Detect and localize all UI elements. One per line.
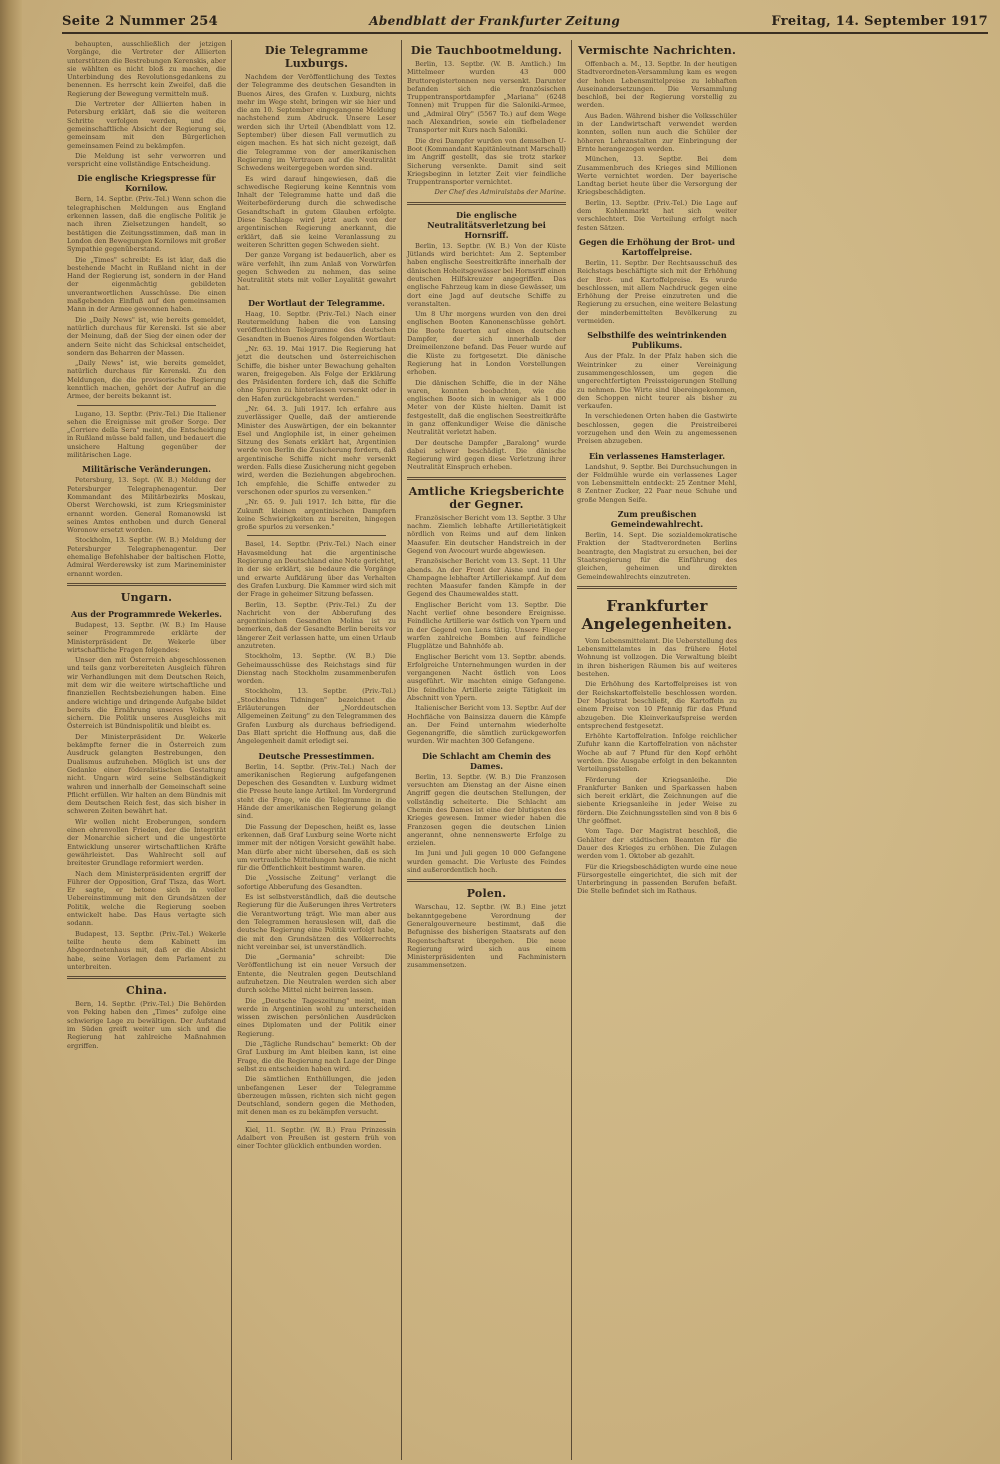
column-1 [62,40,232,1460]
divider [407,477,566,480]
column-2 [232,40,402,1460]
heading-china: China. [125,984,168,998]
heading-hoarding: Ein verlassenes Hamsterlager. [588,450,726,461]
column-1-text-top: behaupten, ausschließlich der jetzigen Vorgänge, die Vertreter der Alliierten unterstützen die Bestrebungen Kerenskis, aber sie wählten es nicht bloß zu machen, die Unterbindung des Revolutionsgedankens zu benennen. Es herrscht kein Zweifel, daß die Regierung der Bewegung vermitteln muß. Die Vertreter der Alliierten haben in Petersburg erklärt, daß sie die weiteren Schritte verfolgen werden, und die gemeinschaftliche Absicht der Regierung sei, gemeinsam mit den Bürgerlichen gemeinsamen Feind zu bekämpfen. Die Meldung ist sehr verworren und verspricht eine vollständige Entscheidung. [67,40,226,169]
heading-miscellaneous: Vermischte Nachrichten. [578,44,736,57]
heading-submarine-report: Die Tauchbootmeldung. [410,44,563,57]
heading-poland: Polen. [466,887,507,901]
column-4-text-frankfurt: Vom Lebensmittelamt. Die Ueberstellung des Lebensmittelamtes in das frühere Hotel Wohnung ist vollzogen. Die Verwaltung bleibt in ihren bisherigen Räumen bis auf weiteres bestehen. Die Erhöhung des Kartoffelpreises ist von der Reichskartoffelstelle beschlossen worden. Der Magistrat beschließt, die Kartoffeln zu einem Preise von 10 Pfennig für das Pfund abzugeben. Die Kleinverkaufspreise werden entsprechend festgesetzt. Erhöhte Kartoffelration. Infolge reichlicher Zufuhr kann die Kartoffelration von nächster Woche ab auf 7 Pfund für den Kopf erhöht werden. Die Ausgabe erfolgt in den bekannten Verteilungsstellen. Förderung der Kriegsanleihe. Die Frankfurter Banken und Sparkassen haben sich bereit erklärt, die Zeichnungen auf die siebente Kriegsanleihe in jeder Weise zu fördern. Die Zeichnungsstellen sind von 8 bis 6 Uhr geöffnet. Vom Tage. Der Magistrat beschloß, die Gehälter der städtischen Beamten für die Dauer des Krieges zu erhöhen. Die Zulagen werden vom 1. Oktober ab gezahlt. Für die Kriegsbeschädigten wurde eine neue Fürsorgestelle eingerichtet, die sich mit der Unterbringung in passenden Berufen befaßt. Die Stelle befindet sich im Rathaus. [577,636,737,896]
issue-date: Freitag, 14. September 1917 [771,14,988,29]
masthead [62,14,988,34]
column-4-text-hoarding: Landshut, 9. Septbr. Bei Durchsuchungen in der Feldmühle wurde ein verlassenes Lager von Lebensmitteln entdeckt: 25 Zentner Mehl, 8 Zentner Zucker, 22 Paar neue Schuhe und große Mengen Seife. [577,462,737,504]
column-2-text-press: Berlin, 14. Septbr. (Priv.-Tel.) Nach der amerikanischen Regierung aufgefangenen Depeschen des Gesandten v. Luxburg widmet die Presse heute lange Artikel. Im Vordergrund steht die Frage, wie die Telegramme in die Hände der amerikanischen Regierung gelangt sind. Die Fassung der Depeschen, heißt es, lasse erkennen, daß Graf Luxburg seine Worte nicht immer mit der nötigen Vorsicht gewählt habe. Man dürfe aber nicht übersehen, daß es sich um vertrauliche Mitteilungen handle, die nicht für die Öffentlichkeit bestimmt waren. Die „Vossische Zeitung" verlangt die sofortige Abberufung des Gesandten. Es ist selbstverständlich, daß die deutsche Regierung für die Äußerungen ihres Vertreters die Verantwortung trägt. Wie man aber aus den Telegrammen herauslesen will, daß die deutsche Regierung eine Politik verfolgt habe, die mit den Grundsätzen des Völkerrechts nicht vereinbar sei, ist unverständlich. Die „Germania" schreibt: Die Veröffentlichung ist ein neuer Versuch der Entente, die Neutralen gegen Deutschland aufzuhetzen. Die Neutralen werden sich aber durch solche Mittel nicht beirren lassen. Die „Deutsche Tageszeitung" meint, man werde in Argentinien wohl zu unterscheiden wissen zwischen persönlichen Ausdrücken eines Diplomaten und der Politik einer Regierung. Die „Tägliche Rundschau" bemerkt: Ob der Graf Luxburg im Amt bleiben kann, ist eine Frage, die die Regierung nach Lage der Dinge selbst zu entscheiden haben wird. Die sämtlichen Enthüllungen, die jeden unbefangenen Leser der Telegramme überzeugen müssen, richten sich nicht gegen Deutschland, sondern gegen die Methoden, mit denen man es zu bekämpfen versucht. [237,762,396,1117]
heading-english-press: Die englische Kriegspresse für Kornilow. [77,173,216,194]
column-2-text-basel: Basel, 14. Septbr. (Priv.-Tel.) Nach einer Havasmeldung hat die argentinische Regierung an Deutschland eine Note gerichtet, in der sie erklärt, sie bedaure die Vorgänge und erwarte Aufklärung über das Verhalten des Grafen Luxburg. Die Kammer wird sich mit der Frage in geheimer Sitzung befassen. Berlin, 13. Septbr. (Priv.-Tel.) Zu der Nachricht von der Abberufung des argentinischen Gesandten Molina ist zu bemerken, daß der Gesandte Berlin bereits vor längerer Zeit verlassen hatte, um einen Urlaub anzutreten. Stockholm, 13. Septbr. (W. B.) Die Geheimausschüsse des Reichstags sind für Dienstag nach Stockholm zusammenberufen worden. Stockholm, 13. Septbr. (Priv.-Tel.) „Stockholms Tidningen" bezeichnet die Erläuterungen der „Norddeutschen Allgemeinen Zeitung" zu den Telegrammen des Grafen Luxburg als durchaus befriedigend. Das Blatt spricht die Hoffnung aus, daß die Angelegenheit damit erledigt sei. [237,540,396,746]
heading-hungary: Ungarn. [120,590,173,604]
newspaper-page [22,0,1000,1464]
column-3 [402,40,572,1460]
heading-military-changes: Militärische Veränderungen. [82,464,211,475]
column-2-text-luxburg: Nachdem der Veröffentlichung des Textes der Telegramme des deutschen Gesandten in Buenos Aires, des Grafen v. Luxburg, nichts mehr im Wege steht, bringen wir sie hier und die am 10. September eingegangene Meldung nachstehend zum Abdruck. Unsere Leser werden sich ihr Urteil (Abendblatt vom 12. September) über diesen Fall vermutlich zu eigen machen. Es hat sich nicht gezeigt, daß die Telegramme von der amerikanischen Regierung im Vertrauen auf die Neutralität Schwedens weitergegeben worden sind. Es wird darauf hingewiesen, daß die schwedische Regierung keine Kenntnis vom Inhalt der Telegramme hatte und daß die Weiterbeförderung durch die schwedische Gesandtschaft in gutem Glauben erfolgte. Diese Sachlage wird jetzt auch von der argentinischen Regierung anerkannt, die erklärt, daß sie keine Veranlassung zu weiteren Schritten gegen Schweden sieht. Der ganze Vorgang ist bedauerlich, aber es wäre verfehlt, ihn zum Anlaß von Vorwürfen gegen Schweden zu nehmen, das seine Neutralität stets mit voller Loyalität gewahrt hat. [237,73,396,293]
divider [247,1121,386,1122]
divider [67,976,226,979]
book-binding-edge [0,0,22,1464]
heading-chemin-des-dames: Die Schlacht am Chemin des Dames. [422,750,551,771]
page-number: Seite 2 Nummer 254 [62,14,218,29]
divider [407,202,566,205]
heading-bread-prices: Gegen die Erhöhung der Brot- und Kartoffelpreise. [578,236,736,257]
heading-frankfurt-affairs: Frankfurter Angelegenheiten. [581,596,733,633]
article-columns [62,40,988,1460]
divider [407,879,566,882]
column-3-text-poland: Warschau, 12. Septbr. (W. B.) Eine jetzt bekanntgegebene Verordnung der Generalgouverneure bestimmt, daß die Befugnisse des bisherigen Staatsrats auf den Regentschaftsrat übergehen. Die neue Regierung wird sich aus einem Ministerpräsidenten und Fachministern zusammensetzen. [407,903,566,970]
column-1-text-hungary: Budapest, 13. Septbr. (W. B.) Im Hause seiner Programmrede erklärte der Ministerpräsident Dr. Wekerle über wirtschaftliche Fragen folgendes: Unser den mit Österreich abgeschlossenen und teils ganz vorbereiteten Ausgleich führen wir Verhandlungen mit dem Deutschen Reich, mit dem wir die weitere wirtschaftliche und finanziellen Rechtsbeziehungen haben. Eine andere wichtige und dringende Aufgabe bildet bereits die Ernährung unseres Volkes zu sichern. Die Politik unseres Ausgleichs mit Österreich ist Bündnispolitik und bleibt es. Der Ministerpräsident Dr. Wekerle bekämpfte ferner die in Österreich zum Ausdruck gelangten Bestrebungen, den Dualismus aufzuheben. Möglich ist uns der Gedanke einer föderalistischen Gestaltung nicht. Ungarn wird seine Selbständigkeit wahren und innerhalb der Gemeinschaft seine Pflicht erfüllen. Wir halten an dem Bündnis mit dem Deutschen Reich fest, das sich bisher in schweren Zeiten bewährt hat. Wir wollen nicht Eroberungen, sondern einen ehrenvollen Frieden, der die Integrität der Monarchie sichert und die ungestörte Entwicklung unserer wirtschaftlichen Kräfte gewährleistet. Das Wahlrecht soll auf breitester Grundlage reformiert werden. Nach dem Ministerpräsidenten ergriff der Führer der Opposition, Graf Tisza, das Wort. Er sagte, er betone sich in voller Uebereinstimmung mit den Grundsätzen der Politik, welche die Regierung soeben entwickelt habe. Das Haus vertagte sich sodann. Budapest, 13. Septbr. (Priv.-Tel.) Wekerle teilte heute dem Kabinett im Abgeordnetenhaus mit, daß er die Absicht habe, seine Vorlagen dem Parlament zu unterbreiten. [67,620,226,971]
column-3-text-submarine: Berlin, 13. Septbr. (W. B. Amtlich.) Im Mittelmeer wurden 43 000 Bruttoregistertonnen neu versenkt. Darunter befanden sich die französischen Truppentransportdampfer „Mariana" (6248 Tonnen) mit Truppen für die Saloniki-Armee, und „Admiral Olry" (5567 To.) auf dem Wege nach Alexandrien, sowie ein tiefbeladener Transporter mit Kurs nach Saloniki. Die drei Dampfer wurden von demselben U-Boot (Kommandant Kapitänleutnant Marschall) im Angriff gestellt, das sie trotz starker Sicherung versenkte. Damit sind seit Kriegsbeginn in letzter Zeit vier feindliche Truppentransporter vernichtet. [407,60,566,187]
column-3-text-hornsriff: Berlin, 13. Septbr. (W. B.) Von der Küste Jütlands wird berichtet: Am 2. September haben englische Seestreitkräfte innerhalb der dänischen Hoheitsgewässer bei Hornsriff einen deutschen Hilfskreuzer angegriffen. Das englische Fahrzeug kam in diese Gewässer, um dort eine Jagd auf deutsche Schiffe zu veranstalten. Um 8 Uhr morgens wurden von den drei englischen Booten Kanonenschüsse gehört. Die Boote feuerten auf einen deutschen Dampfer, der sich innerhalb der Dreimeilenzone befand. Das Feuer wurde auf die Küste zu fortgesetzt. Die dänische Regierung hat in London Vorstellungen erhoben. Die dänischen Schiffe, die in der Nähe waren, konnten beobachten, wie die englischen Boote sich in weniger als 1 000 Meter von der Küste hielten. Damit ist festgestellt, daß die englischen Seestreitkräfte in ganz offenkundiger Weise die dänische Neutralität verletzt haben. Der deutsche Dampfer „Baralong" wurde dabei schwer beschädigt. Die dänische Regierung wird gegen diese Verletzung ihrer Neutralität Einspruch erheben. [407,241,566,472]
heading-prussian-suffrage: Zum preußischen Gemeindewahlrecht. [610,509,704,530]
column-2-text-telegram: Haag, 10. Septbr. (Priv.-Tel.) Nach einer Reutermeldung haben die von Lansing veröffentlichten Telegramme des deutschen Gesandten in Buenos Aires folgenden Wortlaut: „Nr. 63. 19. Mai 1917. Die Regierung hat jetzt die deutschen und österreichischen Schiffe, die bisher unter Bewachung gehalten waren, freigegeben. Als Folge der Erklärung des Präsidenten fordere ich, daß die Schiffe ohne Spuren zu hinterlassen versenkt oder in den Hafen zurückgebracht werden." „Nr. 64. 3. Juli 1917. Ich erfahre aus zuverlässiger Quelle, daß der amtierende Minister des Auswärtigen, der ein bekannter Esel und Anglophile ist, in einer geheimen Sitzung des Senats erklärt hat, Argentinien werde von Berlin die Zusicherung fordern, daß argentinische Schiffe nicht mehr versenkt werden. Falls diese Zusicherung nicht gegeben wird, werden die Beziehungen abgebrochen. Ich empfehle, die Schiffe entweder zu verschonen oder spurlos zu versenken." „Nr. 65. 9. Juli 1917. Ich bitte, für die Zukunft kleinen argentinischen Dampfern keine Schwierigkeiten zu bereiten, hingegen große spurlos zu versenken." [237,309,397,532]
column-4 [572,40,742,1460]
column-2-text-kiel: Kiel, 11. Septbr. (W. B.) Frau Prinzessin Adalbert von Preußen ist gestern früh von einer Tochter glücklich entbunden worden. [237,1125,396,1151]
column-4-text-suffrage: Berlin, 14. Sept. Die sozialdemokratische Fraktion der Stadtverordneten Berlins beantragte, den Magistrat zu ersuchen, bei der Staatsregierung für die Einführung des gleichen, geheimen und direkten Gemeindewahlrechts einzutreten. [577,531,737,581]
divider [77,405,216,406]
newspaper-title: Abendblatt der Frankfurter Zeitung [369,14,621,28]
column-3-text-chemin: Berlin, 13. Septbr. (W. B.) Die Franzosen versuchten am Dienstag an der Aisne einen Angriff gegen die deutschen Stellungen, der vollständig scheiterte. Die Schlacht am Chemin des Dames ist eine der blutigsten des Krieges gewesen. Immer wieder haben die Franzosen gegen die deutschen Linien angerannt, ohne nennenswerte Erfolge zu erzielen. Im Juni und Juli gegen 10 000 Gefangene wurden gemacht. Die Verluste des Feindes sind außerordentlich hoch. [407,772,566,875]
heading-wine-drinkers: Selbsthilfe des weintrinkenden Publikums. [587,330,727,351]
heading-german-press: Deutsche Pressestimmen. [258,750,375,761]
column-3-text-war-reports: Französischer Bericht vom 13. Septbr. 3 Uhr nachm. Ziemlich lebhafte Artillerietätigkeit nördlich von Reims und auf dem linken Maasufer. Ein deutscher Handstreich in der Gegend von Avocourt wurde abgewiesen. Französischer Bericht vom 13. Sept. 11 Uhr abends. An der Front der Aisne und in der Champagne lebhafter Artilleriekampf. Auf dem rechten Maasufer fanden Kämpfe in der Gegend des Chaumewaldes statt. Englischer Bericht vom 13. Septbr. Die Nacht verlief ohne besondere Ereignisse. Feindliche Artillerie war östlich von Ypern und in der Gegend von Lens tätig. Unsere Flieger warfen zahlreiche Bomben auf feindliche Flugplätze und Bahnhöfe ab. Englischer Bericht vom 13. Septbr. abends. Erfolgreiche Unternehmungen wurden in der vergangenen Nacht östlich von Loos ausgeführt. Wir machten einige Gefangene. Die feindliche Artillerie zeigte Tätigkeit im Abschnitt von Ypern. Italienischer Bericht vom 13. Septbr. Auf der Hochfläche von Bainsizza dauern die Kämpfe an. Der Feind unternahm wiederholte Gegenangriffe, die sämtlich zurückgeworfen wurden. Wir machten 300 Gefangene. [407,513,566,746]
column-1-text-english-press: Bern, 14. Septbr. (Priv.-Tel.) Wenn schon die telegraphischen Meldungen aus England erkennen lassen, daß die englische Politik je nach ihren Zielsetzungen handelt, so bestätigen die Zeitungsstimmen, daß man in London den Bewegungen Kornilows mit großer Sympathie gegenüberstand. Die „Times" schreibt: Es ist klar, daß die bestehende Macht in Rußland nicht in der Hand der Regierung ist, sondern in der Hand der eigenmächtig gebildeten unverantwortlichen Ausschüsse. Die einen maßgebenden Einfluß auf den gemeinsamen Mann in der Armee gewonnen haben. Die „Daily News" ist, wie bereits gemeldet, natürlich durchaus für Kerenski. Ist sie aber der Meinung, daß der Sieg der einen oder der andern Seite nicht das Schicksal entscheidet, sondern das Beharren der Massen. „Daily News" ist, wie bereits gemeldet, natürlich durchaus für Kerenski. Zu den Meldungen, die die provisorische Regierung kenntlich machen, gehört der Aufruf an die Armee, der bereits bekannt ist. [67,195,226,401]
heading-telegram-text: Der Wortlaut der Telegramme. [248,297,385,308]
column-1-text-china: Bern, 14. Septbr. (Priv.-Tel.) Die Behörden von Peking haben den „Times" zufolge eine schwierige Lage zu bewältigen. Der Aufstand im Süden greift weiter um sich und die Regierung hat zahlreiche Maßnahmen ergriffen. [67,1000,226,1050]
column-4-text-wine: Aus der Pfalz. In der Pfalz haben sich die Weintrinker zu einer Vereinigung zusammengeschlossen, um gegen die ungerechtfertigten Preissteigerungen Stellung zu nehmen. Die Wirte sind übereingekommen, den Schoppen nicht teurer als bisher zu verkaufen. In verschiedenen Orten haben die Gastwirte beschlossen, gegen die Preistreiberei vorzugehen und den Wein zu angemessenen Preisen abzugeben. [577,352,737,446]
column-1-text-military: Petersburg, 13. Sept. (W. B.) Meldung der Petersburger Telegraphenagentur. Der Kommandant des Militärbezirks Moskau, Oberst Werchowski, ist zum Kriegsminister ernannt worden. General Romanowski ist seines Amtes enthoben und durch General Woronow ersetzt worden. Stockholm, 13. Septbr. (W. B.) Meldung der Petersburger Telegraphenagentur. Der ehemalige Befehlshaber der baltischen Flotte, Admiral Werderewsky ist zum Marineminister ernannt worden. [67,476,226,578]
column-4-text-misc: Offenbach a. M., 13. Septbr. In der heutigen Stadtverordneten-Versammlung kam es wegen der hohen Lebensmittelpreise zu lebhaften Auseinandersetzungen. Die Versammlung beschloß, bei der Regierung vorstellig zu werden. Aus Baden. Während bisher die Volksschüler in der Landwirtschaft verwendet werden konnten, sollen nun auch die Schüler der höheren Lehranstalten zur Einbringung der Ernte herangezogen werden. München, 13. Septbr. Bei dem Zusammenbruch des Krieges sind Millionen Werte vernichtet worden. Der bayerische Landtag beriet heute über die Versorgung der Kriegsbeschädigten. Berlin, 13. Septbr. (Priv.-Tel.) Die Lage auf dem Kohlenmarkt hat sich weiter verschlechtert. Die Verteilung erfolgt nach festen Sätzen. [577,60,737,232]
heading-hornsriff: Die englische Neutralitätsverletzung bei Hornsriff. [427,209,546,240]
admiralty-signature: Der Chef des Admiralstabs der Marine. [434,188,566,197]
divider [247,535,386,536]
divider [67,583,226,586]
divider [577,586,737,589]
heading-luxburg-telegrams: Die Telegramme Luxburgs. [264,44,369,70]
heading-wekerle-speech: Aus der Programmrede Wekerles. [71,608,222,619]
column-1-text-lugano: Lugano, 13. Septbr. (Priv.-Tel.) Die Italiener sehen die Ereignisse mit großer Sorge. Der „Corriere della Sera" meint, die Entscheidung in Rußland müsse bald fallen, und bedauert die unsichere Haltung gegenüber der militärischen Lage. [67,409,226,460]
column-4-text-bread: Berlin, 11. Septbr. Der Rechtsausschuß des Reichstags beschäftigte sich mit der Erhöhung der Brot- und Kartoffelpreise. Es wurde beschlossen, mit allem Nachdruck gegen eine Erhöhung der Preise einzutreten und die Regierung zu ersuchen, eine weitere Belastung der minderbemittelten Bevölkerung zu vermeiden. [577,258,737,326]
heading-enemy-war-reports: Amtliche Kriegsberichte der Gegner. [408,484,565,511]
